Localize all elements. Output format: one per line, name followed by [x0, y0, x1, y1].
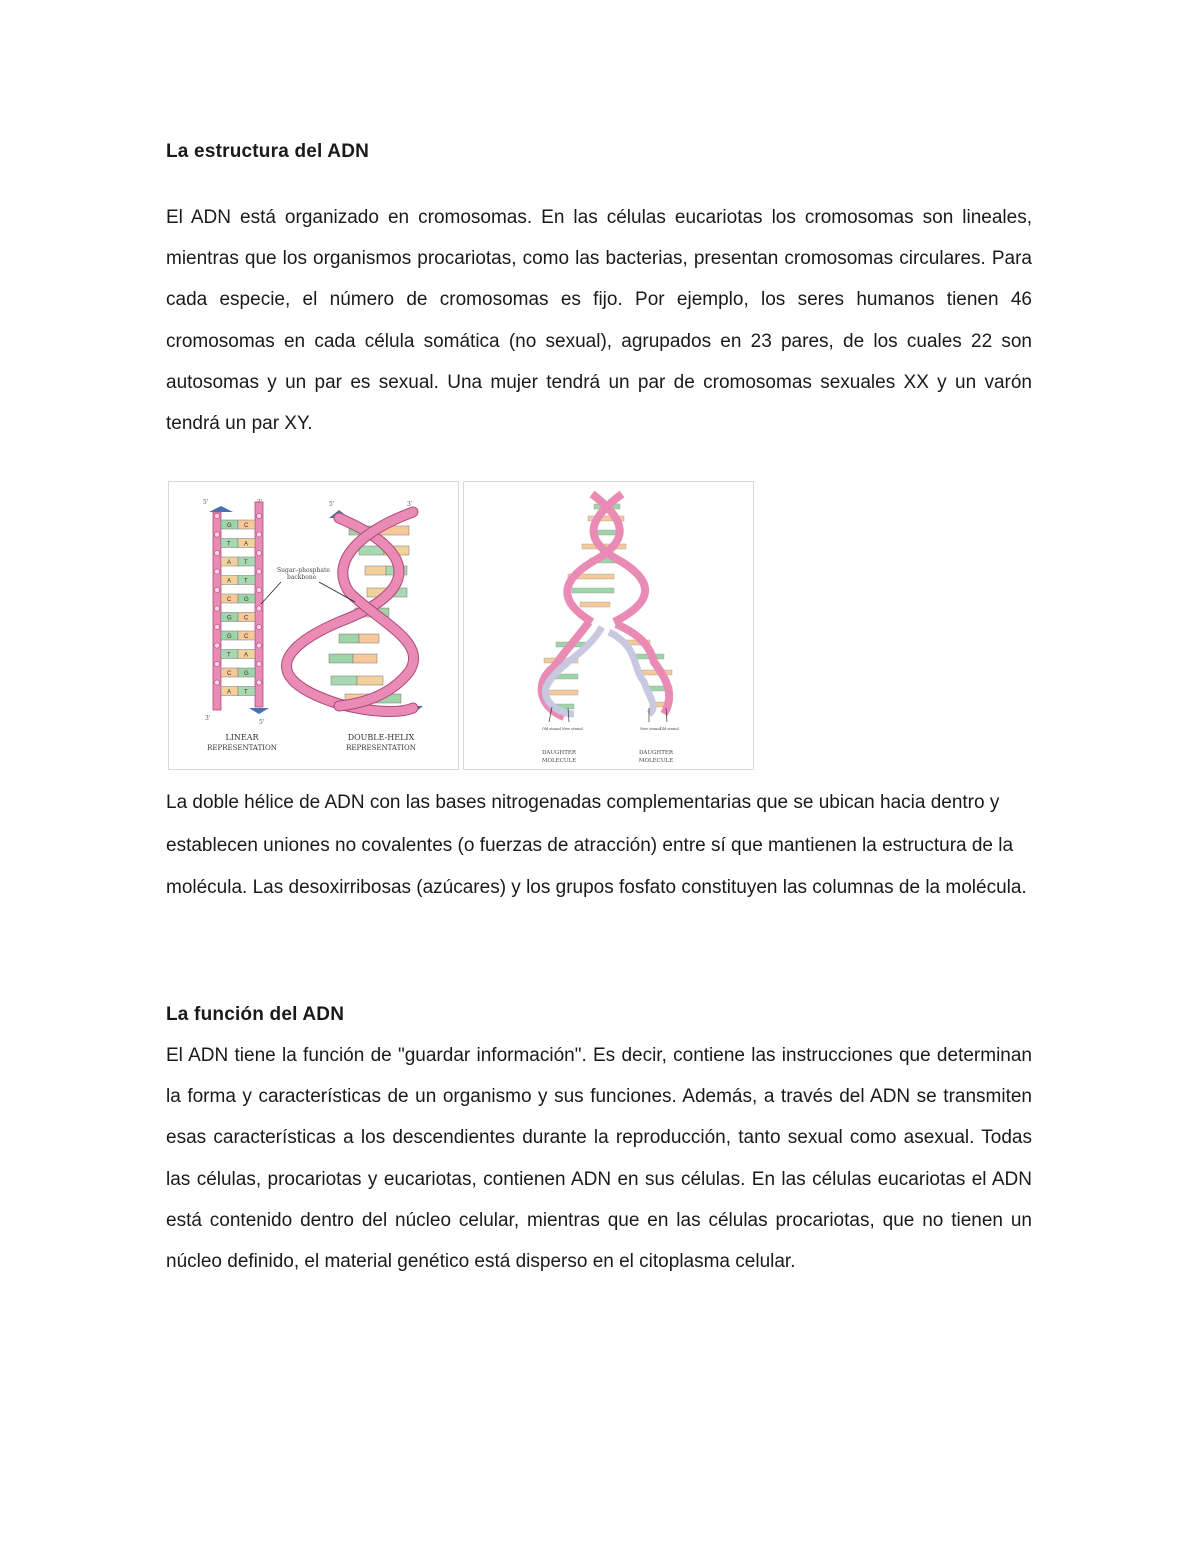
base-letter-left: C: [227, 597, 232, 603]
molecule-label-left: MOLECULE: [541, 758, 577, 764]
section-title-function: La función del ADN: [166, 1004, 345, 1025]
replication-base-block: [548, 690, 578, 695]
base-letter-right: A: [244, 652, 249, 659]
linear-representation: [203, 499, 269, 726]
phosphate-dot: [256, 569, 261, 574]
base-letter-left: A: [227, 689, 232, 696]
phosphate-dot: [214, 624, 219, 629]
section-title-structure: La estructura del ADN: [166, 141, 370, 162]
right-daughter-old-strand: [616, 624, 669, 714]
double-helix-representation: [287, 501, 424, 714]
base-letter-left: A: [227, 560, 232, 566]
phosphate-dot: [256, 680, 261, 685]
base-letter-left: A: [227, 578, 232, 585]
replication-base-block: [572, 588, 614, 593]
prime-3-bottom-label: 3': [205, 715, 211, 722]
molecule-label-right: MOLECULE: [638, 758, 674, 764]
function-paragraph: El ADN tiene la función de "guardar información". Es decir, contiene las instrucciones que determinan la forma y características de un organismo y sus funciones. Además, a través del ADN se transmiten esas características a los descendientes durante la reproducción, tanto sexual como asexual. Todas las células, procariotas y eucariotas, contienen ADN en sus células. En las células eucariotas el ADN está contenido dentro del núcleo celular, mientras que en las células procariotas, que no tienen un núcleo definido, el material genético está disperso en el citoplasma celular.: [166, 1045, 1032, 1273]
base-letter-left: C: [227, 671, 232, 677]
helix-label: DOUBLE-HELIX: [347, 733, 415, 742]
old-strand-label-right: Old strand: [660, 727, 679, 731]
daughter-label-left: DAUGHTER: [541, 750, 577, 756]
new-strand-label-right: New strand: [640, 727, 661, 731]
phosphate-dot: [256, 661, 261, 666]
phosphate-dot: [214, 680, 219, 685]
helix-base-block: [359, 634, 379, 643]
dna-representation-diagram: [169, 482, 458, 769]
phosphate-dot: [256, 550, 261, 555]
base-letter-right: A: [244, 541, 249, 548]
phosphate-dot: [256, 587, 261, 592]
base-letter-left: T: [227, 652, 231, 659]
dna-replication-diagram: [464, 482, 753, 769]
backbone-label-line1: Sugar–phosphate: [277, 567, 330, 574]
phosphate-dot: [214, 550, 219, 555]
replication-base-block: [580, 602, 610, 607]
base-letter-right: T: [244, 560, 248, 566]
base-letter-right: C: [244, 615, 249, 622]
phosphate-dot: [214, 569, 219, 574]
prime-5-bottom-label: 5': [259, 719, 265, 726]
linear-label: LINEAR: [225, 733, 259, 742]
prime-5-label: 5': [203, 499, 209, 506]
dna-replication-figure: [463, 481, 754, 770]
structure-paragraph: El ADN está organizado en cromosomas. En las células eucariotas los cromosomas son lineales, mientras que los organismos procariotas, como las bacterias, presentan cromosomas circulares. Para cada especie, el número de cromosomas es fijo. Por ejemplo, los seres humanos tienen 46 cromosomas en cada célula somática (no sexual), agrupados en 23 pares, de los cuales 22 son autosomas y un par es sexual. Una mujer tendrá un par de cromosomas sexuales XX y un varón tendrá un par XY.: [166, 207, 1032, 435]
phosphate-dot: [256, 606, 261, 611]
base-pair-rungs: [214, 513, 261, 695]
arrow-down-icon: [249, 708, 269, 714]
phosphate-dot: [256, 624, 261, 629]
helix-base-block: [365, 566, 386, 575]
base-letter-left: G: [227, 523, 232, 529]
phosphate-dot: [256, 513, 261, 518]
phosphate-dot: [214, 513, 219, 518]
backbone-pointer-left: [261, 582, 281, 604]
helix-sublabel: REPRESENTATION: [346, 744, 416, 752]
helix-base-block: [353, 654, 377, 663]
old-strand-label-left: Old strand: [542, 727, 561, 731]
base-letter-left: G: [227, 634, 232, 640]
helix-prime-3-label: 3': [407, 501, 413, 508]
daughter-label-right: DAUGHTER: [638, 750, 674, 756]
base-letter-right: C: [244, 634, 249, 640]
replication-base-pairs: [542, 504, 672, 709]
phosphate-dot: [256, 643, 261, 648]
base-letter-right: C: [244, 523, 249, 529]
phosphate-dot: [214, 661, 219, 666]
helix-base-block: [329, 654, 353, 663]
helix-base-block: [339, 634, 359, 643]
phosphate-dot: [214, 587, 219, 592]
helix-prime-5-label: 5': [329, 501, 335, 508]
figure-caption: La doble hélice de ADN con las bases nitrogenadas complementarias que se ubican hacia dentro y establecen uniones no covalentes (o fuerzas de atracción) entre sí que mantienen la estructura de la molécula. Las desoxirribosas (azúcares) y los grupos fosfato constituyen las columnas de la molécula.: [166, 792, 1027, 898]
phosphate-dot: [214, 532, 219, 537]
linear-sublabel: REPRESENTATION: [207, 744, 277, 752]
base-letter-right: G: [244, 671, 249, 677]
phosphate-dot: [214, 643, 219, 648]
helix-base-block: [331, 676, 357, 685]
base-letter-left: T: [227, 541, 231, 548]
arrow-up-icon: [209, 506, 233, 512]
base-letter-right: G: [244, 597, 249, 603]
phosphate-dot: [214, 606, 219, 611]
dna-representation-figure: [168, 481, 459, 770]
base-letter-right: T: [244, 578, 248, 585]
helix-base-block: [357, 676, 383, 685]
base-letter-left: G: [227, 615, 232, 622]
backbone-label-line2: backbone: [287, 574, 317, 581]
new-strand-label-left: New strand: [562, 727, 583, 731]
phosphate-dot: [256, 532, 261, 537]
base-letter-right: T: [244, 689, 248, 696]
